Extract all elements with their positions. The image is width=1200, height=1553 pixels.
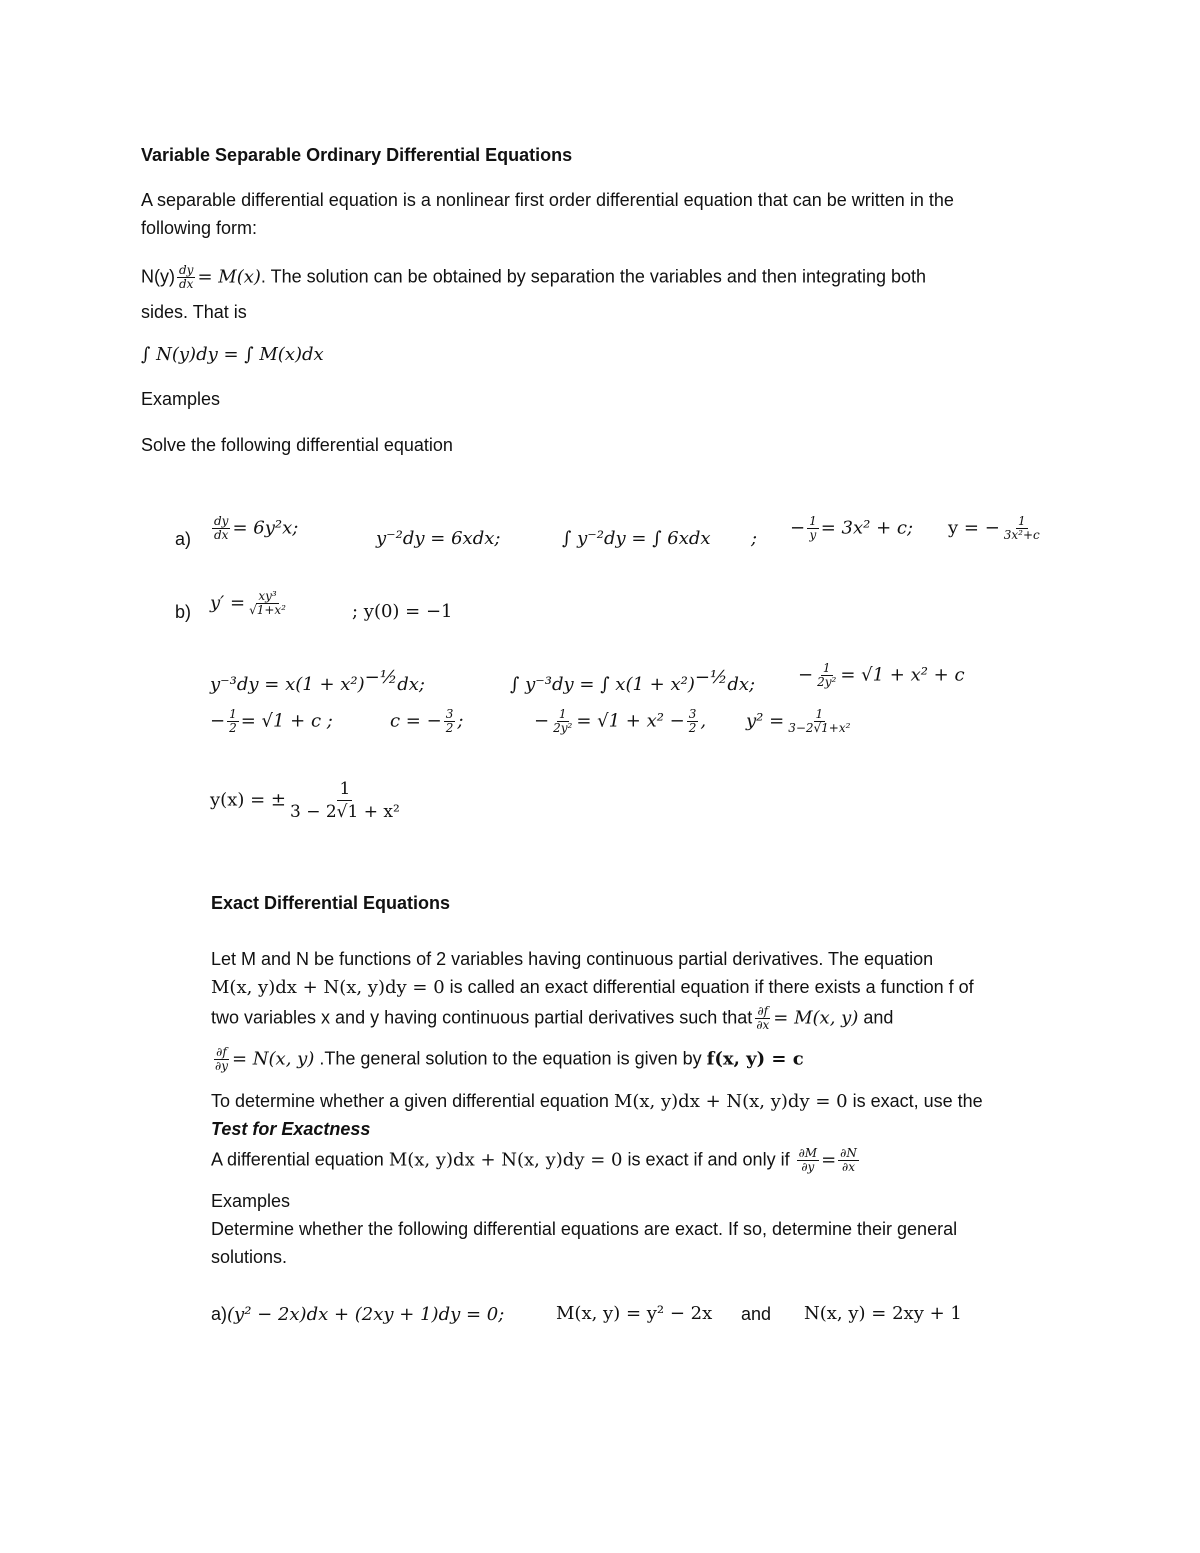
- example-b-line1-a: $y^{-3}dy = x(1 + x^2)^{-\frac{1}{2}}dx$;: [210, 667, 425, 695]
- example-b-line2-a: − $\frac{1}{2}$ = √1 + c ;: [210, 707, 333, 735]
- example-a-step2: y⁻²dy = 6xdx;: [376, 528, 501, 549]
- example-a-sep: ;: [751, 528, 758, 549]
- example-b-final: y(x) = ± $\frac{1}{\text{3 − 2√1 + x²}}$: [210, 779, 400, 822]
- example-a-step4: − $\frac{1}{y}$ = 3x² + c;: [790, 514, 914, 542]
- example-b-line1-c: − $\frac{1}{\text{2y²}}$ = √1 + x² + c: [798, 661, 965, 689]
- determine-line-1: Determine whether the following differential equations are exact. If so, determine their general: [211, 1219, 958, 1239]
- example-b-ode: y′ = $\frac{\text{xy³}}{\text{√1+x²}}$: [210, 589, 286, 617]
- example-b-line2-c: − $\frac{1}{\text{2y²}}$ = √1 + x² − $\frac{3}{2}$ ,: [534, 707, 707, 735]
- form-text-2: sides. That is: [141, 302, 247, 322]
- exact-paragraph-6: A differential equation M(x, y)dx + N(x, y)dy = 0 is exact if and only if $\frac{\partial M}{\partial y}$ = $\frac{\partial N}{\partial x}$: [211, 1146, 857, 1174]
- form-fraction: $\frac{dy}{dx}$: [179, 263, 194, 291]
- example-b-line2-d: y² = $\frac{1}{\text{3−2√1+x²}}$: [746, 707, 851, 735]
- exact-paragraph-4: $\frac{\partial f}{\partial y}$ = N(x, y) .The general solution to the equation is given by f(x, y) = c: [215, 1045, 804, 1073]
- exact-example-a-N: N(x, y) = 2xy + 1: [804, 1303, 962, 1324]
- exact-paragraph-5: To determine whether a given differential equation M(x, y)dx + N(x, y)dy = 0 is exact, use the: [211, 1091, 983, 1112]
- exact-example-a-M: M(x, y) = y² − 2x: [556, 1303, 713, 1324]
- exact-example-a-and: and: [741, 1304, 772, 1324]
- example-a-step3: ∫ y⁻²dy = ∫ 6xdx: [562, 528, 711, 549]
- intro-line-2: following form:: [141, 218, 258, 238]
- exact-paragraph-1: Let M and N be functions of 2 variables having continuous partial derivatives. The equation: [211, 949, 934, 969]
- form-lhs: N(y): [141, 266, 175, 287]
- section-title-separable: Variable Separable Ordinary Differential Equations: [141, 145, 573, 165]
- solve-label: Solve the following differential equation: [141, 435, 453, 455]
- example-a-step1: $\frac{dy}{dx}$ = 6y²x;: [214, 514, 299, 542]
- example-b-line1-b: ∫ y⁻³dy = ∫ $x(1 + x^2)^{-\frac{1}{2}}dx$;: [510, 667, 756, 695]
- section-title-exact: Exact Differential Equations: [211, 893, 451, 913]
- example-a-step5: y = − $\frac{1}{\text{3x²+c}}$: [948, 514, 1040, 542]
- example-b-line2-b: c = − $\frac{3}{2}$ ;: [390, 707, 464, 735]
- examples-label: Examples: [141, 389, 221, 409]
- example-a-label: a): [175, 529, 192, 549]
- example-b-condition: ; y(0) = −1: [352, 601, 453, 622]
- exact-example-a: a)(y² − 2x)dx + (2xy + 1)dy = 0;: [211, 1304, 505, 1325]
- examples-label-2: Examples: [211, 1191, 291, 1211]
- intro-line-1: A separable differential equation is a nonlinear first order differential equation that can be written in the: [141, 190, 954, 210]
- exact-paragraph-3: two variables x and y having continuous partial derivatives such that $\frac{\partial f}{\partial x}$ = M(x, y) and: [211, 1004, 894, 1032]
- form-rhs: = M(x): [197, 266, 261, 288]
- determine-line-2: solutions.: [211, 1247, 288, 1267]
- exact-paragraph-2: M(x, y)dx + N(x, y)dy = 0 is called an exact differential equation if there exists a function f of: [211, 977, 974, 998]
- example-b-label: b): [175, 602, 192, 622]
- test-for-exactness-label: Test for Exactness: [211, 1119, 371, 1139]
- separable-form: [141, 264, 926, 291]
- form-text: . The solution can be obtained by separation the variables and then integrating both: [260, 266, 927, 287]
- integral-equation: ∫ N(y)dy = ∫ M(x)dx: [141, 344, 324, 365]
